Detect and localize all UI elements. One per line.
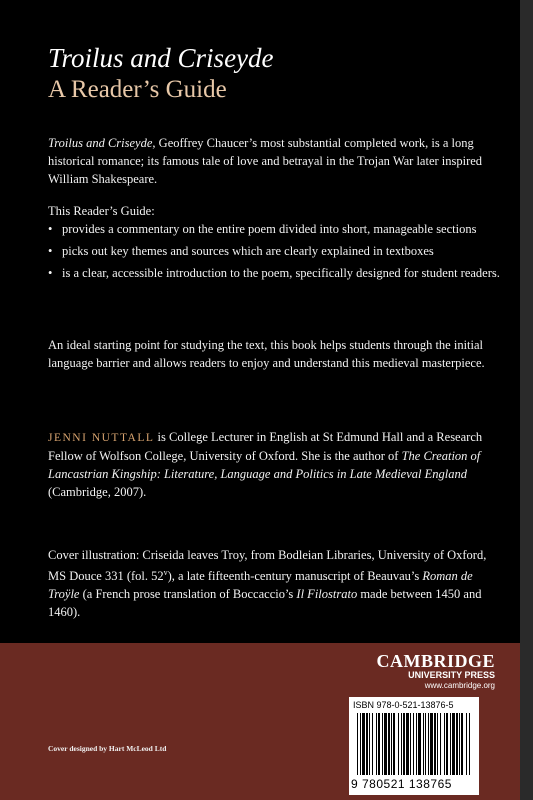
barcode-bar <box>425 713 426 775</box>
barcode-bar <box>459 713 460 775</box>
barcode-bar <box>398 713 399 775</box>
barcode-bar <box>461 713 463 775</box>
barcode-bar <box>372 713 373 775</box>
ideal-paragraph: An ideal starting point for studying the text, this book helps students through the initial language barrier and allows readers to enjoy and understand this medieval masterpiece. <box>48 338 485 370</box>
barcode-bar <box>378 713 380 775</box>
bullet-text: provides a commentary on the entire poem divided into short, manageable sections <box>62 222 477 236</box>
barcode-bar <box>360 713 361 775</box>
intro-text: , Geoffrey Chaucer’s most substantial completed work, is a long historical romance; its famous tale of love and betrayal in the Trojan War later inspired William Shakespeare. <box>48 136 483 186</box>
barcode-bar <box>393 713 395 775</box>
barcode-bar <box>366 713 368 775</box>
barcode-bar <box>410 713 411 775</box>
publisher-press: UNIVERSITY PRESS <box>408 670 495 680</box>
barcode-bar <box>369 713 370 775</box>
credit-filostrato-title: Il Filostrato <box>296 587 358 602</box>
credit-text: ), a late fifteenth-century manuscript of Beauvau’s <box>167 569 423 584</box>
barcode-bar <box>413 713 414 775</box>
bullet-icon: • <box>48 222 53 236</box>
credit-text: (a French prose translation of Boccaccio’s <box>79 587 297 602</box>
barcode-bar <box>434 713 436 775</box>
barcode-bar <box>444 713 445 775</box>
barcode-bar <box>423 713 424 775</box>
book-title: Troilus and Criseyde <box>48 43 274 73</box>
isbn-barcode <box>349 697 479 795</box>
barcode-bar <box>357 713 358 775</box>
publisher-logo: CAMBRIDGE <box>376 651 495 671</box>
barcode-bar <box>437 713 438 775</box>
barcode-bar <box>440 713 441 775</box>
barcode-bar <box>406 713 409 775</box>
author-name: JENNI NUTTALL <box>48 432 155 444</box>
barcode-bar <box>388 713 390 775</box>
bullet-text: picks out key themes and sources which are clearly explained in textboxes <box>62 244 434 258</box>
guide-heading: This Reader’s Guide: <box>48 204 155 218</box>
bullet-icon: • <box>48 266 53 280</box>
barcode-bar <box>391 713 392 775</box>
barcode-bar <box>384 713 387 775</box>
guide-bullet-list <box>48 220 503 286</box>
barcode-bar <box>469 713 470 775</box>
barcode-bar <box>428 713 429 775</box>
bullet-text: is a clear, accessible introduction to the poem, specifically designed for student readers. <box>62 266 500 280</box>
barcode-bar <box>416 713 417 775</box>
barcode-bar <box>466 713 467 775</box>
barcode-bar <box>430 713 433 775</box>
publisher-block <box>376 652 495 691</box>
barcode-bar <box>403 713 405 775</box>
barcode-bar <box>376 713 377 775</box>
list-item <box>48 220 503 238</box>
barcode-digits: 9 780521 138765 <box>351 777 452 791</box>
designer-credit: Cover designed by Hart McLeod Ltd <box>48 744 167 753</box>
bullet-icon: • <box>48 244 53 258</box>
publisher-url: www.cambridge.org <box>424 681 495 690</box>
credit-roman-title: Roman de Troÿle <box>48 569 473 602</box>
barcode-bar <box>418 713 421 775</box>
intro-paragraph <box>48 134 503 188</box>
barcode-bars <box>357 713 471 775</box>
author-bio-text: is College Lecturer in English at St Edmund Hall and a Research Fellow of Wolfson College, University of Oxford. She is the author of <box>48 430 483 463</box>
isbn-number: ISBN 978-0-521-13876-5 <box>353 700 454 710</box>
cover-illustration-credit <box>48 546 503 621</box>
intro-title: Troilus and Criseyde <box>48 136 153 150</box>
author-bio-end: (Cambridge, 2007). <box>48 485 147 499</box>
barcode-bar <box>452 713 455 775</box>
spine-edge <box>520 0 533 800</box>
barcode-bar <box>450 713 451 775</box>
list-item <box>48 264 503 282</box>
barcode-bar <box>382 713 383 775</box>
credit-superscript: v <box>163 568 168 577</box>
barcode-bar <box>456 713 458 775</box>
credit-text: Cover illustration: Criseida leaves Troy, from Bodleian Libraries, University of Oxford, MS Douce 331 (fol. 52 <box>48 548 487 584</box>
barcode-bar <box>401 713 402 775</box>
barcode-bar <box>446 713 448 775</box>
barcode-bar <box>362 713 365 775</box>
author-bio <box>48 428 503 501</box>
list-item <box>48 242 503 260</box>
book-subtitle: A Reader’s Guide <box>48 76 227 103</box>
author-book-title: The Creation of Lancastrian Kingship: Literature, Language and Politics in Late Medieval England <box>48 449 481 481</box>
credit-text: made between 1450 and 1460). <box>48 587 482 620</box>
